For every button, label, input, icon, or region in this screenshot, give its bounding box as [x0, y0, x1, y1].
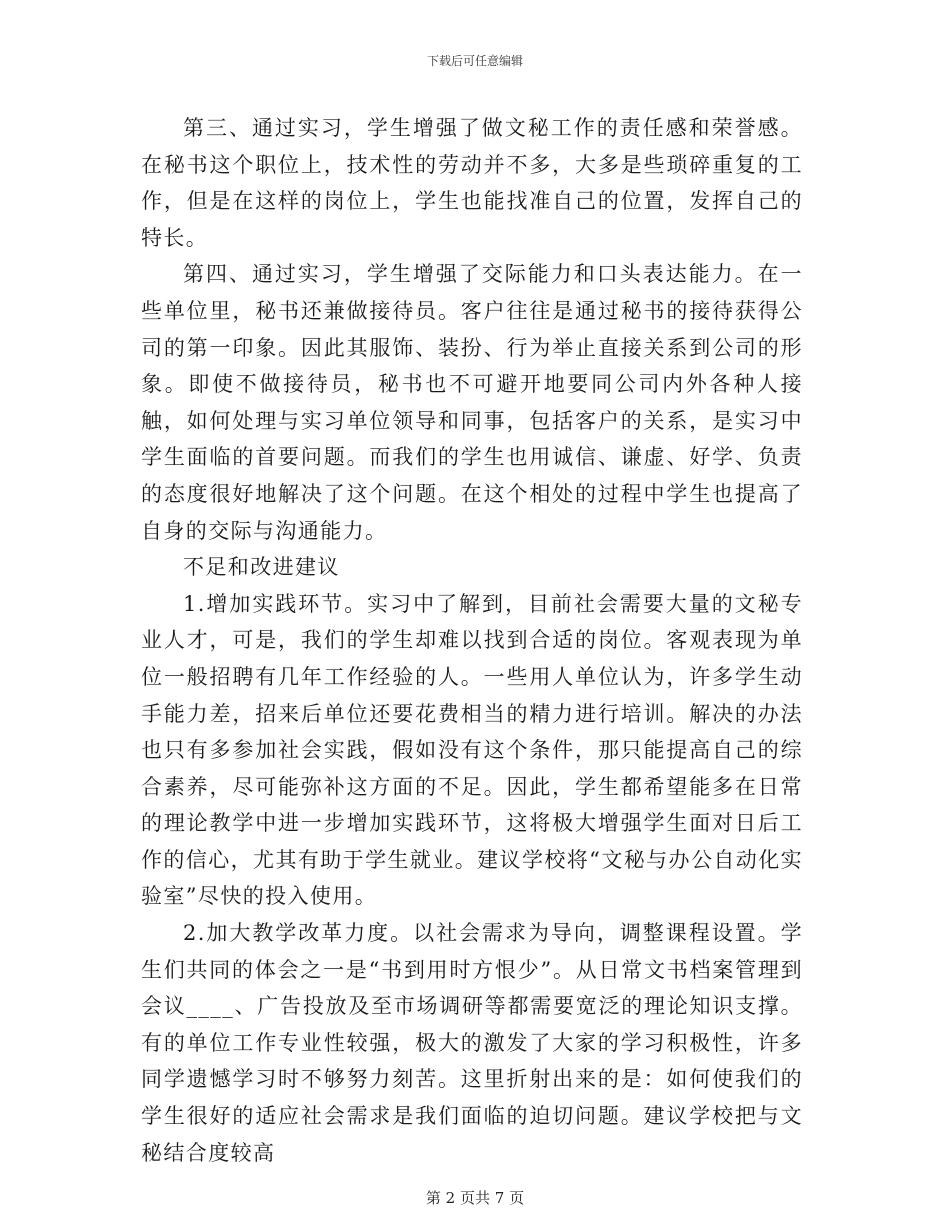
document-body — [141, 110, 803, 1171]
paragraph-suggestion-2: 2.加大教学改革力度。以社会需求为导向，调整课程设置。学生们共同的体会之一是“书到用时方恨少”。从日常文书档案管理到会议____、广告投放及至市场调研等都需要宽泛的理论知识支撑。有的单位工作专业性较强，极大的激发了大家的学习积极性，许多同学遗憾学习时不够努力刻苦。这里折射出来的是：如何使我们的学生很好的适应社会需求是我们面临的迫切问题。建议学校把与文秘结合度较高 — [141, 921, 803, 1165]
paragraph-fourth-point: 第四、通过实习，学生增强了交际能力和口头表达能力。在一些单位里，秘书还兼做接待员。客户往往是通过秘书的接待获得公司的第一印象。因此其服饰、装扮、行为举止直接关系到公司的形象。即使不做接待员，秘书也不可避开地要同公司内外各种人接触，如何处理与实习单位领导和同事，包括客户的关系，是实习中学生面临的首要问题。而我们的学生也用诚信、谦虚、好学、负责的态度很好地解决了这个问题。在这个相处的过程中学生也提高了自身的交际与沟通能力。 — [141, 262, 803, 543]
section-heading-improvements: 不足和改进建议 — [183, 555, 340, 580]
paragraph-third-point: 第三、通过实习，学生增强了做文秘工作的责任感和荣誉感。在秘书这个职位上，技术性的劳动并不多，大多是些琐碎重复的工作，但是在这样的岗位上，学生也能找准自己的位置，发挥自己的特长。 — [141, 116, 803, 250]
page-header: 下载后可任意编辑 — [426, 54, 523, 68]
page-number: 第 2 页共 7 页 — [425, 1189, 525, 1207]
paragraph-suggestion-1: 1.增加实践环节。实习中了解到，目前社会需要大量的文秘专业人才，可是，我们的学生却难以找到合适的岗位。客观表现为单位一般招聘有几年工作经验的人。一些用人单位认为，许多学生动手能力差，招来后单位还要花费相当的精力进行培训。解决的办法也只有多参加社会实践，假如没有这个条件，那只能提高自己的综合素养，尽可能弥补这方面的不足。因此，学生都希望能多在日常的理论教学中进一步增加实践环节，这将极大增强学生面对日后工作的信心，尤其有助于学生就业。建议学校将“文秘与办公自动化实验室”尽快的投入使用。 — [141, 591, 803, 909]
